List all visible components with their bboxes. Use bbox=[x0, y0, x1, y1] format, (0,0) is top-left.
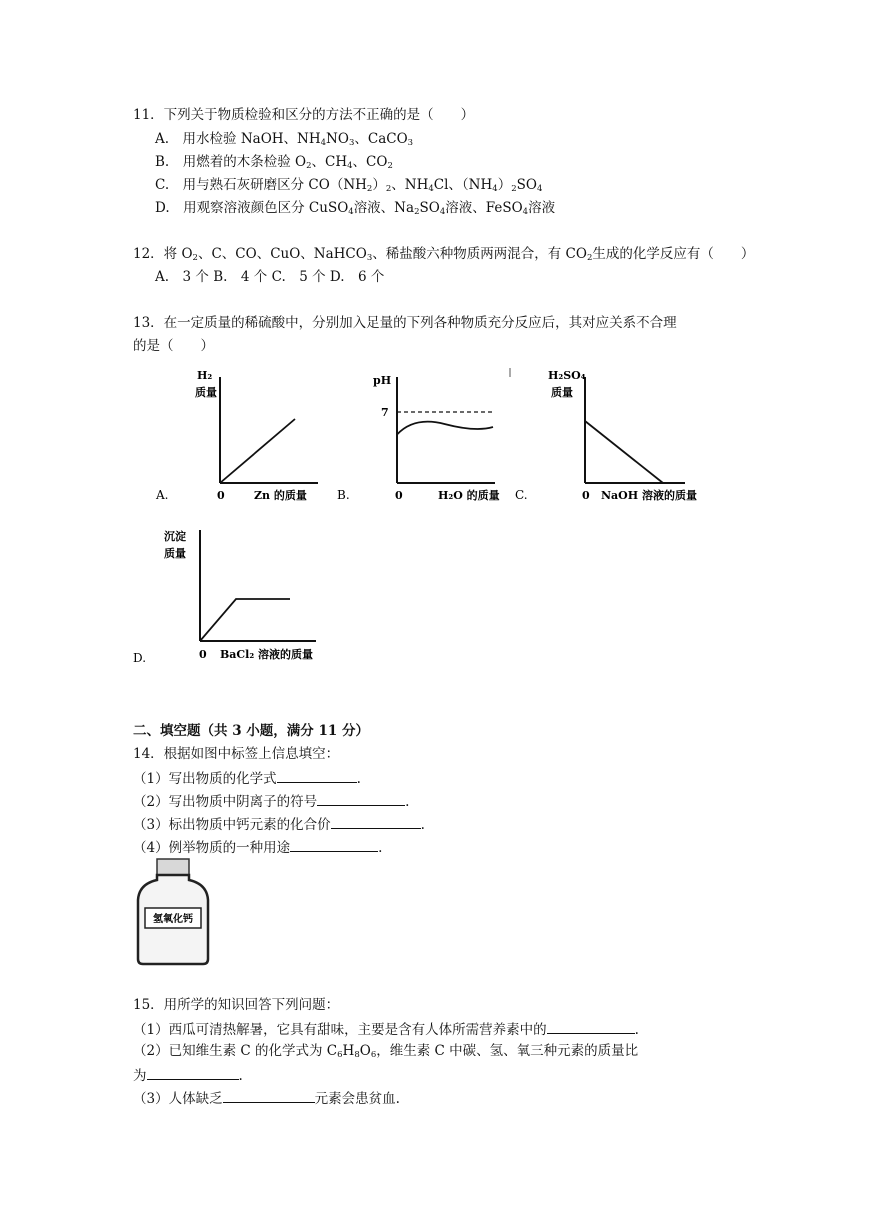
q11-option-c: C. 用与熟石灰研磨区分 $CO(NH_2)_2$、$NH_4Cl$、$(NH_4)_2SO_4$ bbox=[155, 177, 543, 194]
bottle-label-text: 氢氧化钙 bbox=[153, 914, 193, 925]
q14-line-3: （3）标出物质中钙元素的化合价 . bbox=[133, 814, 425, 834]
chart-a-origin: 0 bbox=[217, 489, 225, 502]
q15-line-3: （3）人体缺乏 元素会患贫血. bbox=[133, 1088, 400, 1108]
q15-line-2b: 为 . bbox=[133, 1065, 243, 1085]
q11-option-a: A. 用水检验 NaOH、$NH_4NO_3$、CaCO$_3$ bbox=[155, 131, 414, 148]
chart-d bbox=[128, 522, 348, 670]
chart-c-panel-label: C. bbox=[515, 488, 528, 502]
chart-a bbox=[150, 365, 340, 510]
chart-b-ylabel: pH bbox=[373, 374, 392, 387]
q15-blank-1[interactable] bbox=[547, 1019, 635, 1034]
chart-b-ytick-7: 7 bbox=[381, 406, 389, 419]
q14-stem: 14．根据如图中标签上信息填空： bbox=[133, 746, 340, 762]
chart-d-origin: 0 bbox=[199, 648, 207, 661]
q14-line-1: （1）写出物质的化学式 . bbox=[133, 768, 361, 788]
chart-a-ylabel-1: H₂ bbox=[197, 369, 213, 382]
q11-stem: 11．下列关于物质检验和区分的方法不正确的是（ ） bbox=[133, 107, 475, 123]
chart-b-origin: 0 bbox=[395, 489, 403, 502]
chart-c-origin: 0 bbox=[582, 489, 590, 502]
chart-a-series-line bbox=[220, 419, 295, 483]
chart-d-series-line bbox=[200, 599, 290, 641]
q14-line-2: （2）写出物质中阴离子的符号 . bbox=[133, 791, 409, 811]
q14-blank-3[interactable] bbox=[331, 814, 421, 829]
q13-stem-line1: 13．在一定质量的稀硫酸中，分别加入足量的下列各种物质充分反应后，其对应关系不合理 bbox=[133, 315, 677, 331]
chart-d-ylabel-1: 沉淀 bbox=[164, 530, 186, 543]
chart-b-panel-label: B. bbox=[337, 488, 350, 502]
chart-b bbox=[335, 365, 525, 510]
q14-line-4: （4）例举物质的一种用途 . bbox=[133, 837, 382, 857]
chart-a-ylabel-2: 质量 bbox=[195, 386, 217, 399]
chart-a-panel-label: A. bbox=[156, 488, 169, 502]
chart-a-xlabel: Zn 的质量 bbox=[254, 489, 307, 502]
chart-c-ylabel-1: H₂SO₄ bbox=[548, 369, 586, 382]
q14-blank-4[interactable] bbox=[290, 837, 378, 852]
chart-c bbox=[513, 365, 723, 510]
q11-option-d: D. 用观察溶液颜色区分 CuSO$_4$溶液、$Na_2SO_4$溶液、FeSO$_4$溶液 bbox=[155, 200, 556, 217]
q12-stem: 12．将 $O_2$、C、CO、CuO、NaHCO$_3$、稀盐酸六种物质两两混合，有 $CO_2$生成的化学反应有（ ） bbox=[133, 246, 755, 263]
q15-blank-3[interactable] bbox=[223, 1088, 315, 1103]
chart-c-ylabel-2: 质量 bbox=[551, 386, 573, 399]
q15-line-1: （1）西瓜可清热解暑，它具有甜味，主要是含有人体所需营养素中的 . bbox=[133, 1019, 639, 1039]
chart-d-xlabel: BaCl₂ 溶液的质量 bbox=[220, 648, 314, 661]
section-heading: 二、填空题（共 3 小题，满分 11 分） bbox=[133, 723, 369, 739]
q15-blank-2[interactable] bbox=[147, 1065, 239, 1080]
chart-b-series-curve bbox=[397, 422, 493, 435]
bottle-cap bbox=[157, 859, 189, 875]
reagent-bottle-image bbox=[133, 856, 213, 968]
q15-stem: 15．用所学的知识回答下列问题： bbox=[133, 997, 340, 1013]
q14-blank-2[interactable] bbox=[317, 791, 405, 806]
q11-option-b: B. 用燃着的木条检验 $O_2$、$CH_4$、$CO_2$ bbox=[155, 154, 393, 171]
q12-options: A. 3 个 B. 4 个 C. 5 个 D. 6 个 bbox=[155, 269, 385, 285]
chart-d-ylabel-2: 质量 bbox=[164, 547, 186, 560]
chart-c-xlabel: NaOH 溶液的质量 bbox=[601, 489, 697, 502]
chart-c-series-line bbox=[585, 421, 663, 483]
chart-b-xlabel: H₂O 的质量 bbox=[438, 489, 500, 502]
q14-blank-1[interactable] bbox=[277, 768, 357, 783]
q13-stem-line2: 的是（ ） bbox=[133, 338, 214, 354]
q15-line-2: （2）已知维生素 C 的化学式为 $C_6H_8O_6$，维生素 C 中碳、氢、氧三种元素的质量比 bbox=[133, 1043, 639, 1060]
chart-d-panel-label: D. bbox=[133, 651, 147, 665]
